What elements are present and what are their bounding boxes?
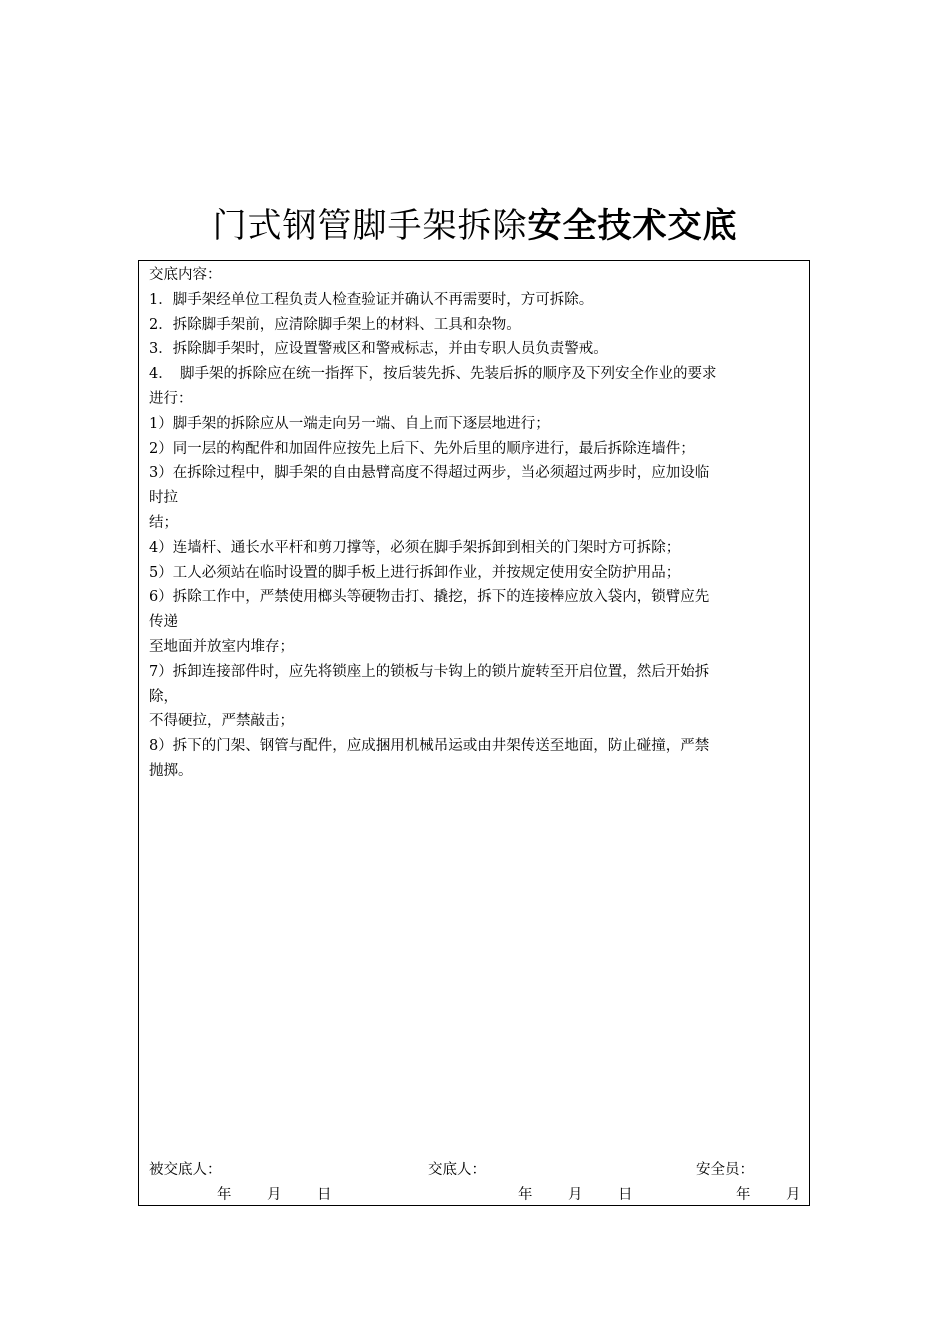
content-line: 1．脚手架经单位工程负责人检查验证并确认不再需要时，方可拆除。	[149, 291, 594, 308]
content-line: 传递	[149, 614, 178, 631]
content-line: 不得硬拉，严禁敲击；	[149, 713, 294, 730]
recipient-date-month: 月	[267, 1187, 282, 1203]
content-heading: 交底内容：	[149, 267, 222, 283]
content-line: 至地面并放室内堆存；	[149, 638, 294, 655]
presenter-date-day: 日	[618, 1187, 633, 1203]
content-line: 4）连墙杆、通长水平杆和剪刀撑等，必须在脚手架拆卸到相关的门架时方可拆除；	[149, 539, 681, 556]
presenter-date-month: 月	[568, 1187, 583, 1203]
content-line: 5）工人必须站在临时设置的脚手板上进行拆卸作业，并按规定使用安全防护用品；	[149, 564, 681, 581]
recipient-label: 被交底人：	[149, 1162, 222, 1178]
content-line: 3．拆除脚手架时，应设置警戒区和警戒标志，并由专职人员负责警戒。	[149, 341, 608, 358]
disclosure-table	[138, 260, 810, 1206]
content-line: 4． 脚手架的拆除应在统一指挥下，按后装先拆、先装后拆的顺序及下列安全作业的要求	[149, 366, 717, 383]
content-line: 除，	[149, 688, 178, 705]
content-line: 1）脚手架的拆除应从一端走向另一端、自上而下逐层地进行；	[149, 415, 550, 432]
recipient-date-day: 日	[317, 1187, 332, 1203]
safety-officer-date-month: 月	[786, 1187, 801, 1203]
document-title-emphasis: 安全技术交底	[527, 206, 738, 246]
content-line: 2．拆除脚手架前，应清除脚手架上的材料、工具和杂物。	[149, 316, 521, 333]
document-title	[0, 200, 950, 252]
content-line: 结；	[149, 514, 178, 531]
presenter-date-year: 年	[518, 1187, 533, 1203]
content-line: 6）拆除工作中，严禁使用榔头等硬物击打、撬挖，拆下的连接棒应放入袋内，锁臂应先	[149, 589, 710, 606]
content-line: 2）同一层的构配件和加固件应按先上后下、先外后里的顺序进行，最后拆除连墙件；	[149, 440, 695, 457]
disclosure-content	[149, 263, 799, 784]
content-line: 时拉	[149, 490, 178, 507]
recipient-date-year: 年	[217, 1187, 232, 1203]
content-line: 8）拆下的门架、钢管与配件，应成捆用机械吊运或由井架传送至地面，防止碰撞，严禁	[149, 738, 710, 755]
content-line: 进行：	[149, 390, 193, 407]
presenter-label: 交底人：	[428, 1162, 486, 1178]
document-title-main: 门式钢管脚手架拆除	[212, 206, 528, 246]
content-line: 3）在拆除过程中，脚手架的自由悬臂高度不得超过两步，当必须超过两步时，应加设临	[149, 465, 710, 482]
content-line: 抛掷。	[149, 762, 193, 779]
safety-officer-label: 安全员：	[696, 1162, 754, 1178]
content-line: 7）拆卸连接部件时，应先将锁座上的锁板与卡钩上的锁片旋转至开启位置，然后开始拆	[149, 663, 710, 680]
safety-officer-date-year: 年	[736, 1187, 751, 1203]
